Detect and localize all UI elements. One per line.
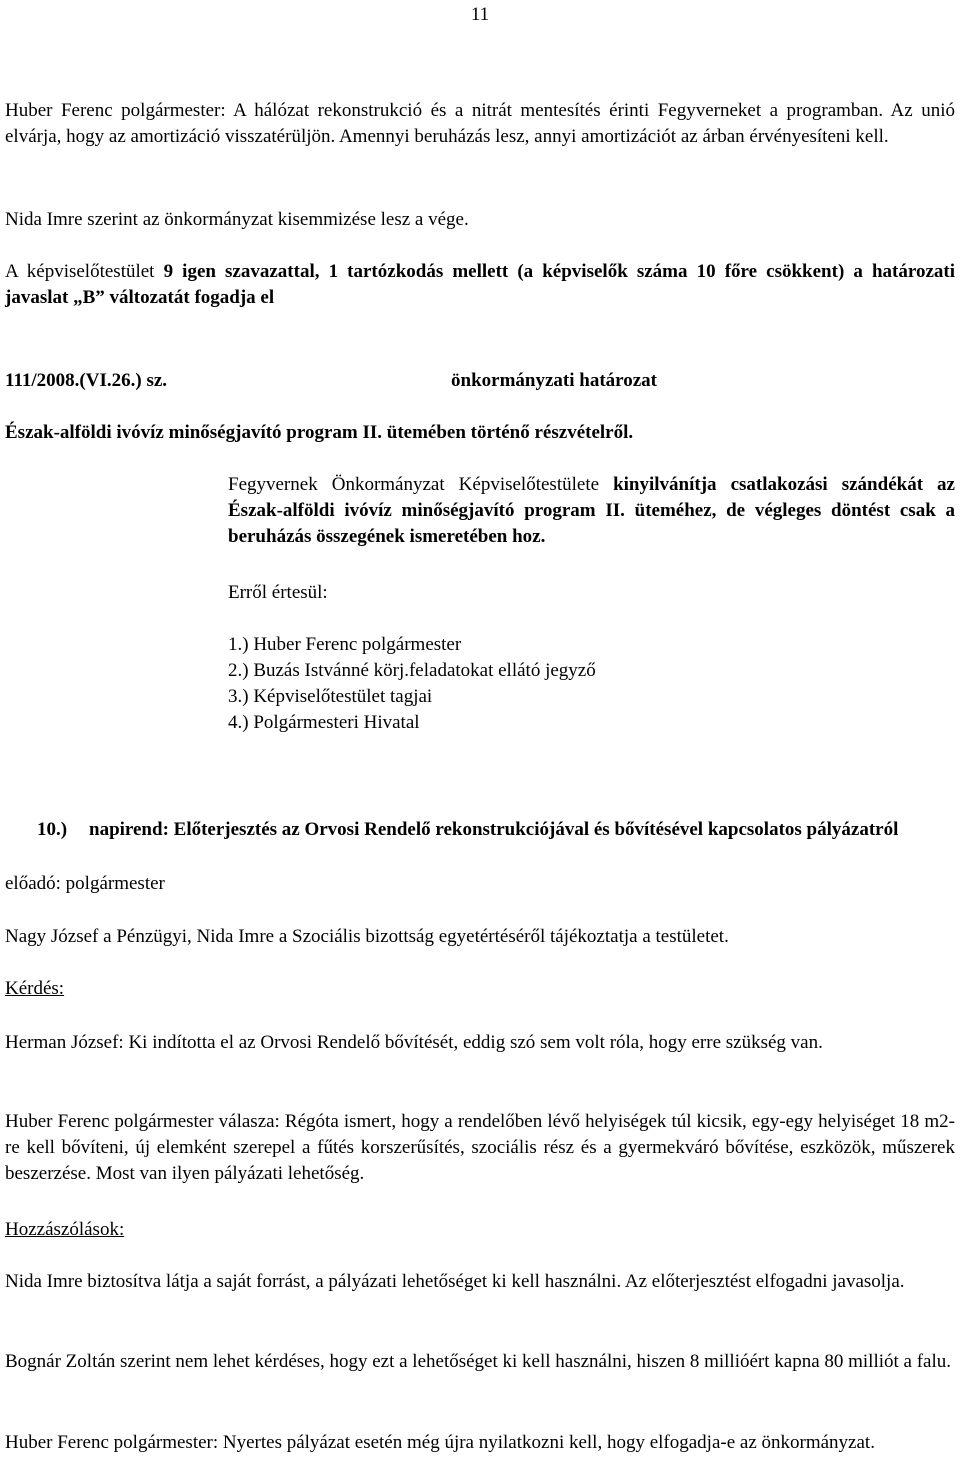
recipient-item: 4.) Polgármesteri Hivatal — [228, 712, 420, 733]
recipient-item: 2.) Buzás Istvánné körj.feladatokat ellátó jegyző — [228, 660, 596, 681]
questions-heading: Kérdés: — [5, 978, 65, 999]
comment-bognar: Bognár Zoltán szerint nem lehet kérdéses, hogy ezt a lehetőséget ki kell használni, hiszen 8 millióért kapna 80 milliót a falu. — [5, 1351, 952, 1372]
comment-nida-imre: Nida Imre biztosítva látja a saját forrást, a pályázati lehetőséget ki kell használni. Az előterjesztést elfogadni javasolja. — [5, 1271, 905, 1292]
page-number: 11 — [470, 4, 490, 25]
comment-mayor: Huber Ferenc polgármester: Nyertes pályázat esetén még újra nyilatkozni kell, hogy elfogadja-e az önkormányzat. — [5, 1432, 875, 1453]
notify-label: Erről értesül: — [228, 582, 328, 603]
agenda-presenter: előadó: polgármester — [5, 873, 165, 894]
paragraph-nida-imre: Nida Imre szerint az önkormányzat kisemmizése lesz a vége. — [5, 209, 469, 230]
resolution-type: önkormányzati határozat — [451, 370, 657, 391]
resolution-number: 111/2008.(VI.26.) sz. — [5, 370, 168, 391]
answer-mayor: Huber Ferenc polgármester válasza: Régóta ismert, hogy a rendelőben lévő helyiségek túl kicsik, egy-egy helyiséget 18 m2-re kell bővíteni, új elemként szerepel a fűtés korszerűsítés, szociális rész és a gyermekváró bővítése, eszközök, műszerek beszerzése. Most van ilyen pályázati lehetőség. — [5, 1111, 955, 1184]
committee-intro: Nagy József a Pénzügyi, Nida Imre a Szociális bizottság egyetértéséről tájékoztatja a testületet. — [5, 926, 729, 947]
comments-heading: Hozzászólások: — [5, 1219, 125, 1240]
question-herman: Herman József: Ki indította el az Orvosi Rendelő bővítését, eddig szó sem volt róla, hogy erre szükség van. — [5, 1032, 823, 1053]
resolution-body-decision: kinyilvánítja csatlakozási szándékát az Észak-alföldi ivóvíz minőségjavító program II. üteméhez, de végleges döntést csak a beruházás összegének ismeretében hoz. — [228, 474, 955, 547]
resolution-body — [228, 472, 955, 550]
recipient-item: 1.) Huber Ferenc polgármester — [228, 634, 462, 655]
vote-intro: A képviselőtestület — [5, 261, 164, 282]
vote-decision: 9 igen szavazattal, 1 tartózkodás mellett (a képviselők száma 10 főre csökkent) a határozati javaslat „B” változatát fogadja el — [5, 261, 955, 308]
agenda-number: 10.) — [37, 819, 68, 840]
recipients-list — [228, 632, 596, 736]
resolution-body-intro: Fegyvernek Önkormányzat Képviselőtestülete — [228, 474, 614, 495]
recipient-item: 3.) Képviselőtestület tagjai — [228, 686, 433, 707]
resolution-title: Észak-alföldi ivóvíz minőségjavító program II. ütemében történő részvételről. — [5, 422, 634, 443]
paragraph-mayor-network: Huber Ferenc polgármester: A hálózat rekonstrukció és a nitrát mentesítés érinti Fegyverneket a programban. Az unió elvárja, hogy az amortizáció visszatérüljön. Amennyi beruházás lesz, annyi amortizációt az árban érvényesíteni kell. — [5, 100, 955, 147]
paragraph-vote-result — [5, 259, 955, 311]
agenda-title: napirend: Előterjesztés az Orvosi Rendelő rekonstrukciójával és bővítésével kapcsolatos pályázatról — [89, 819, 899, 840]
